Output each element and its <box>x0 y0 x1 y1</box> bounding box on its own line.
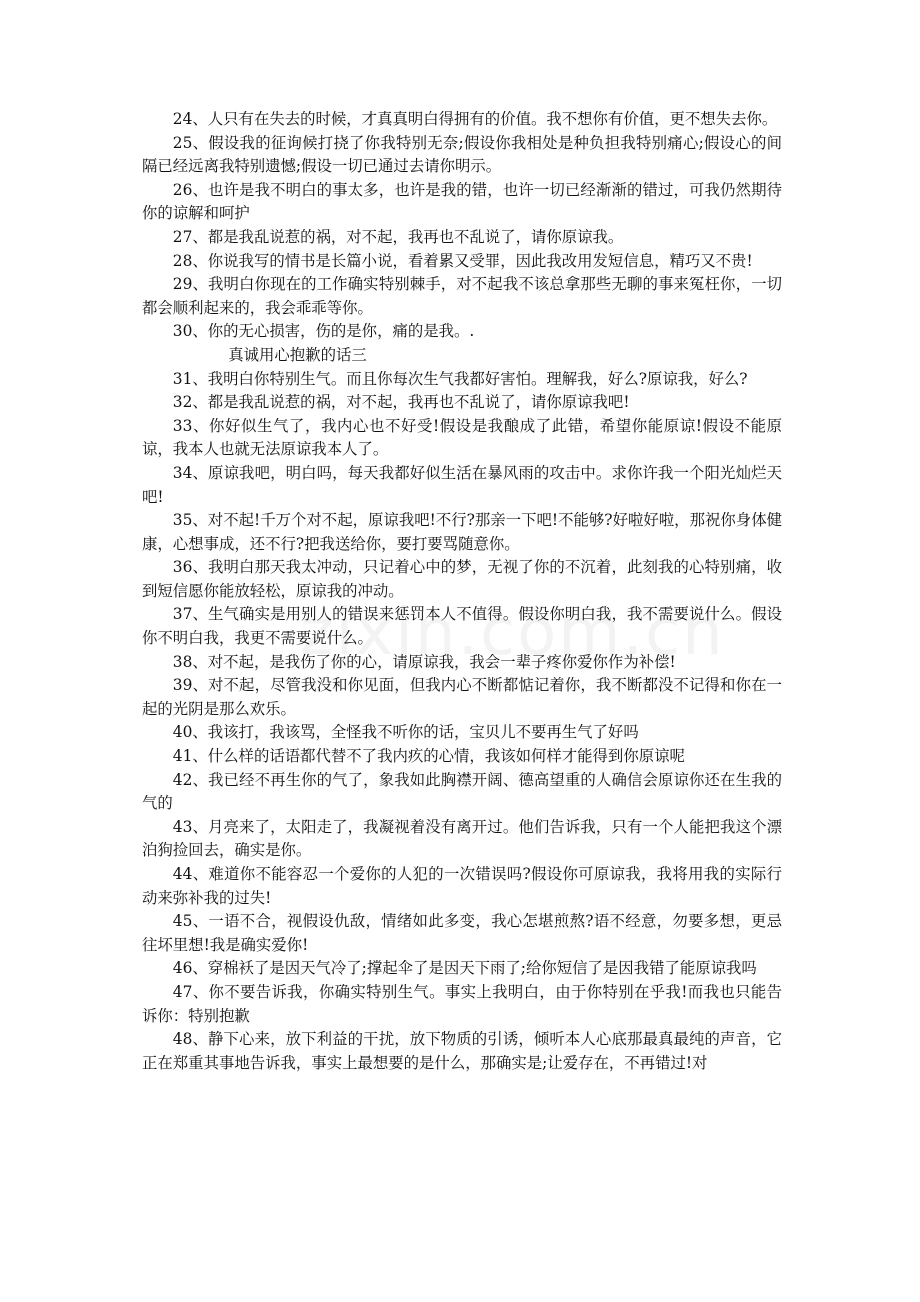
paragraph-26: 26、也许是我不明白的事太多，也许是我的错，也许一切已经渐渐的错过，可我仍然期待你的谅解和呵护 <box>142 180 782 223</box>
paragraph-44: 44、难道你不能容忍一个爱你的人犯的一次错误吗?假设你可原谅我，我将用我的实际行动来弥补我的过失! <box>142 865 782 907</box>
document-body <box>142 108 782 1075</box>
section-title: 真诚用心抱歉的话三 <box>228 345 367 364</box>
paragraph-24: 24、人只有在失去的时候，才真真明白得拥有的价值。我不想你有价值，更不想失去你。 <box>172 110 778 128</box>
paragraph-30: 30、你的无心损害，伤的是你，痛的是我。. <box>172 322 475 341</box>
paragraph-34: 34、原谅我吧，明白吗，每天我都好似生活在暴风雨的攻击中。求你许我一个阳光灿烂天吧! <box>142 463 782 506</box>
paragraph-45: 45、一语不合，视假设仇敌，情绪如此多变，我心怎堪煎熬?语不经意，勿要多想，更忌往坏里想!我是确实爱你! <box>142 912 782 954</box>
paragraph-47: 47、你不要告诉我，你确实特别生气。事实上我明白，由于你特别在乎我!而我也只能告诉你：特别抱歉 <box>142 982 782 1025</box>
paragraph-36: 36、我明白那天我太冲动，只记着心中的梦，无视了你的不沉着，此刻我的心特别痛，收到短信愿你能放轻松，原谅我的冲动。 <box>142 558 782 600</box>
paragraph-35: 35、对不起!千万个对不起，原谅我吧!不行?那亲一下吧!不能够?好啦好啦，那祝你身体健康，心想事成，还不行?把我送给你，要打要骂随意你。 <box>142 511 782 553</box>
paragraph-33: 33、你好似生气了，我内心也不好受!假设是我酿成了此错，希望你能原谅!假设不能原谅，我本人也就无法原谅我本人了。 <box>142 416 782 459</box>
paragraph-40: 40、我该打，我该骂，全怪我不听你的话，宝贝儿不要再生气了好吗 <box>172 723 639 742</box>
paragraph-27: 27、都是我乱说惹的祸，对不起，我再也不乱说了，请你原谅我。 <box>172 227 624 246</box>
paragraph-42: 42、我已经不再生你的气了，象我如此胸襟开阔、德高望重的人确信会原谅你还在生我的气的 <box>142 770 782 813</box>
paragraph-41: 41、什么样的话语都代替不了我内疚的心情，我该如何样才能得到你原谅呢 <box>172 747 685 766</box>
paragraph-32: 32、都是我乱说惹的祸，对不起，我再也不乱说了，请你原谅我吧! <box>172 393 630 412</box>
paragraph-28: 28、你说我写的情书是长篇小说，看着累又受罪，因此我改用发短信息，精巧又不贵! <box>172 251 753 270</box>
paragraph-48: 48、静下心来，放下利益的干扰，放下物质的引诱，倾听本人心底那最真最纯的声音，它正在郑重其事地告诉我，事实上最想要的是什么，那确实是;让爱存在，不再错过!对 <box>142 1030 782 1072</box>
paragraph-29: 29、我明白你现在的工作确实特别棘手，对不起我不该总拿那些无聊的事来冤枉你，一切都会顺利起来的，我会乖乖等你。 <box>142 275 782 317</box>
paragraph-43: 43、月亮来了，太阳走了，我凝视着没有离开过。他们告诉我，只有一个人能把我这个漂泊狗捡回去，确实是你。 <box>142 817 782 860</box>
paragraph-39: 39、对不起，尽管我没和你见面，但我内心不断都惦记着你，我不断都没不记得和你在一起的光阴是那么欢乐。 <box>142 676 782 718</box>
paragraph-31: 31、我明白你特别生气。而且你每次生气我都好害怕。理解我，好么?原谅我，好么? <box>172 369 748 388</box>
paragraph-25: 25、假设我的征询候打挠了你我特别无奈;假设你我相处是种负担我特别痛心;假设心的间隔已经远离我特别遗憾;假设一切已通过去请你明示。 <box>142 133 782 176</box>
paragraph-37: 37、生气确实是用别人的错误来惩罚本人不值得。假设你明白我，我不需要说什么。假设你不明白我，我更不需要说什么。 <box>142 605 782 648</box>
paragraph-46: 46、穿棉袄了是因天气冷了;撑起伞了是因天下雨了;给你短信了是因我错了能原谅我吗 <box>172 959 757 978</box>
paragraph-38: 38、对不起，是我伤了你的心，请原谅我，我会一辈子疼你爱你作为补偿! <box>172 652 676 671</box>
